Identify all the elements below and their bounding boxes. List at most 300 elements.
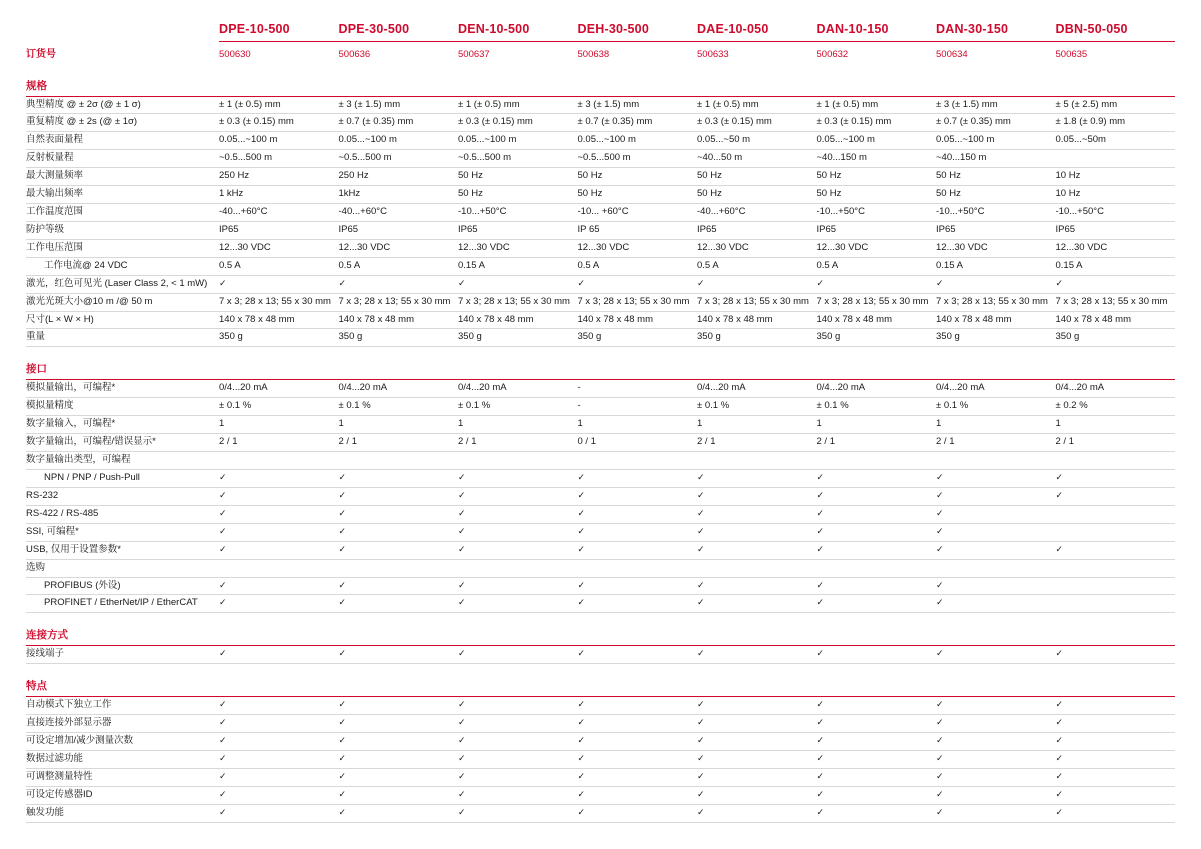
cell-6 xyxy=(936,487,1056,505)
table-row xyxy=(26,541,1175,559)
check-icon: ✓ xyxy=(697,735,705,746)
cell-7: 1 xyxy=(1056,416,1176,434)
check-icon: ✓ xyxy=(697,579,705,590)
check-icon: ✓ xyxy=(577,788,586,799)
check-icon: ✓ xyxy=(697,543,705,554)
cell-4: 12...30 VDC xyxy=(697,239,817,257)
cell-7: IP65 xyxy=(1056,221,1176,239)
check-icon: ✓ xyxy=(816,597,825,608)
cell-0: ~0.5...500 m xyxy=(219,150,339,168)
cell-5 xyxy=(817,452,937,470)
cell-1: 140 x 78 x 48 mm xyxy=(339,311,459,329)
check-icon: ✓ xyxy=(697,525,705,536)
cell-1: 0/4...20 mA xyxy=(339,380,459,398)
cell-3: - xyxy=(578,380,698,398)
cell-7: 7 x 3; 28 x 13; 55 x 30 mm xyxy=(1056,293,1176,311)
cell-2 xyxy=(458,487,578,505)
cell-3 xyxy=(578,559,698,577)
check-icon: ✓ xyxy=(936,489,944,500)
cell-5 xyxy=(817,595,937,613)
check-icon: ✓ xyxy=(338,806,347,817)
cell-7 xyxy=(1056,769,1176,787)
order-number-label: 订货号 xyxy=(26,48,56,60)
cell-7 xyxy=(1056,150,1176,168)
cell-2: 350 g xyxy=(458,329,578,347)
cell-7: -10...+50°C xyxy=(1056,204,1176,222)
table-row xyxy=(26,416,1175,434)
cell-0 xyxy=(219,751,339,769)
row-label: 数字量输出，可编程/错误显示* xyxy=(26,434,219,452)
cell-7: 0/4...20 mA xyxy=(1056,380,1176,398)
check-icon: ✓ xyxy=(577,472,586,483)
cell-1 xyxy=(339,452,459,470)
cell-2: 0.05...~100 m xyxy=(458,132,578,150)
cell-0: 12...30 VDC xyxy=(219,239,339,257)
row-label: 最大测量频率 xyxy=(26,168,219,186)
check-icon: ✓ xyxy=(577,699,586,710)
cell-3: ± 3 (± 1.5) mm xyxy=(578,96,698,114)
cell-6: ± 0.7 (± 0.35) mm xyxy=(936,114,1056,132)
cell-6: 2 / 1 xyxy=(936,434,1056,452)
check-icon: ✓ xyxy=(936,717,944,728)
table-row xyxy=(26,204,1175,222)
table-row xyxy=(26,186,1175,204)
cell-7 xyxy=(1056,577,1176,595)
cell-0 xyxy=(219,646,339,664)
check-icon: ✓ xyxy=(219,771,227,781)
check-icon: ✓ xyxy=(816,648,825,659)
cell-1 xyxy=(339,541,459,559)
cell-2: -10...+50°C xyxy=(458,204,578,222)
row-label: PROFIBUS (外设) xyxy=(26,577,219,595)
row-label: RS-232 xyxy=(26,487,219,505)
cell-0: 350 g xyxy=(219,329,339,347)
check-icon: ✓ xyxy=(577,771,586,781)
row-label: 防护等级 xyxy=(26,221,219,239)
check-icon: ✓ xyxy=(458,771,466,781)
cell-7: ± 5 (± 2.5) mm xyxy=(1056,96,1176,114)
cell-3: 350 g xyxy=(578,329,698,347)
check-icon: ✓ xyxy=(458,788,466,799)
table-header xyxy=(26,22,1175,42)
check-icon: ✓ xyxy=(1055,753,1064,764)
table-row xyxy=(26,275,1175,293)
cell-2 xyxy=(458,275,578,293)
cell-2 xyxy=(458,646,578,664)
cell-2: ± 0.3 (± 0.15) mm xyxy=(458,114,578,132)
cell-5: IP65 xyxy=(817,221,937,239)
check-icon: ✓ xyxy=(816,735,825,746)
cell-5: 50 Hz xyxy=(817,168,937,186)
check-icon: ✓ xyxy=(697,507,705,518)
check-icon: ✓ xyxy=(458,717,466,728)
check-icon: ✓ xyxy=(936,525,944,536)
check-icon: ✓ xyxy=(338,277,347,288)
cell-1 xyxy=(339,733,459,751)
cell-2 xyxy=(458,523,578,541)
table-row xyxy=(26,221,1175,239)
check-icon: ✓ xyxy=(936,597,944,608)
cell-3: 1 xyxy=(578,416,698,434)
cell-2 xyxy=(458,804,578,822)
check-icon: ✓ xyxy=(338,507,347,518)
model-name-2: DEN-10-500 xyxy=(458,22,578,42)
check-icon: ✓ xyxy=(1055,543,1064,554)
check-icon: ✓ xyxy=(219,489,227,500)
cell-3: 0 / 1 xyxy=(578,434,698,452)
cell-4 xyxy=(697,733,817,751)
check-icon: ✓ xyxy=(816,472,825,483)
table-row xyxy=(26,751,1175,769)
cell-0: 0.5 A xyxy=(219,257,339,275)
row-label: USB, 仅用于设置参数* xyxy=(26,541,219,559)
check-icon: ✓ xyxy=(338,788,347,799)
cell-5 xyxy=(817,470,937,488)
cell-7: ± 1.8 (± 0.9) mm xyxy=(1056,114,1176,132)
check-icon: ✓ xyxy=(219,648,227,659)
order-number-7: 500635 xyxy=(1055,48,1088,60)
cell-0 xyxy=(219,804,339,822)
cell-5 xyxy=(817,541,937,559)
cell-5: 7 x 3; 28 x 13; 55 x 30 mm xyxy=(817,293,937,311)
cell-6: 350 g xyxy=(936,329,1056,347)
cell-3: ± 0.7 (± 0.35) mm xyxy=(578,114,698,132)
cell-5: 12...30 VDC xyxy=(817,239,937,257)
cell-5: 1 xyxy=(817,416,937,434)
cell-5: ± 0.3 (± 0.15) mm xyxy=(817,114,937,132)
cell-0: 2 / 1 xyxy=(219,434,339,452)
model-name-0: DPE-10-500 xyxy=(219,22,339,42)
cell-4: 0/4...20 mA xyxy=(697,380,817,398)
section-title-row xyxy=(26,347,1175,380)
check-icon: ✓ xyxy=(458,277,466,288)
check-icon: ✓ xyxy=(219,788,227,799)
cell-0 xyxy=(219,595,339,613)
cell-1 xyxy=(339,769,459,787)
check-icon: ✓ xyxy=(219,735,227,746)
cell-3 xyxy=(578,786,698,804)
cell-3 xyxy=(578,646,698,664)
check-icon: ✓ xyxy=(577,489,586,500)
row-label: 数字量输出类型，可编程 xyxy=(26,452,219,470)
cell-0 xyxy=(219,505,339,523)
cell-6 xyxy=(936,595,1056,613)
cell-3: 0.05...~100 m xyxy=(578,132,698,150)
cell-4: ± 0.1 % xyxy=(697,398,817,416)
check-icon: ✓ xyxy=(936,735,944,746)
table-row xyxy=(26,769,1175,787)
check-icon: ✓ xyxy=(936,648,944,659)
cell-1 xyxy=(339,487,459,505)
cell-2: 2 / 1 xyxy=(458,434,578,452)
check-icon: ✓ xyxy=(1055,277,1064,288)
cell-4: 0.05...~50 m xyxy=(697,132,817,150)
table-row xyxy=(26,168,1175,186)
check-icon: ✓ xyxy=(458,543,466,554)
cell-4: ~40...50 m xyxy=(697,150,817,168)
check-icon: ✓ xyxy=(936,806,944,817)
cell-1: ± 3 (± 1.5) mm xyxy=(339,96,459,114)
cell-7: 10 Hz xyxy=(1056,186,1176,204)
cell-3 xyxy=(578,470,698,488)
cell-3 xyxy=(578,715,698,733)
cell-3: IP 65 xyxy=(578,221,698,239)
cell-5 xyxy=(817,505,937,523)
cell-1 xyxy=(339,505,459,523)
cell-6 xyxy=(936,505,1056,523)
check-icon: ✓ xyxy=(219,525,227,536)
cell-7 xyxy=(1056,733,1176,751)
cell-1: 2 / 1 xyxy=(339,434,459,452)
cell-4 xyxy=(697,275,817,293)
check-icon: ✓ xyxy=(219,507,227,518)
cell-6: IP65 xyxy=(936,221,1056,239)
check-icon: ✓ xyxy=(458,579,466,590)
cell-0: 1 xyxy=(219,416,339,434)
check-icon: ✓ xyxy=(697,597,705,608)
cell-4 xyxy=(697,595,817,613)
check-icon: ✓ xyxy=(816,753,825,764)
check-icon: ✓ xyxy=(219,753,227,764)
check-icon: ✓ xyxy=(577,806,586,817)
check-icon: ✓ xyxy=(219,597,227,608)
check-icon: ✓ xyxy=(1055,771,1064,781)
check-icon: ✓ xyxy=(697,771,705,781)
cell-0 xyxy=(219,715,339,733)
check-icon: ✓ xyxy=(338,648,347,659)
cell-4 xyxy=(697,541,817,559)
cell-0 xyxy=(219,487,339,505)
cell-7: 12...30 VDC xyxy=(1056,239,1176,257)
cell-4 xyxy=(697,505,817,523)
cell-1 xyxy=(339,786,459,804)
row-label: 可调整测量特性 xyxy=(26,769,219,787)
check-icon: ✓ xyxy=(1055,472,1064,483)
cell-4: IP65 xyxy=(697,221,817,239)
cell-0 xyxy=(219,697,339,715)
check-icon: ✓ xyxy=(219,699,227,710)
model-name-6: DAN-30-150 xyxy=(936,22,1056,42)
cell-2: 1 xyxy=(458,416,578,434)
cell-4: 0.5 A xyxy=(697,257,817,275)
check-icon: ✓ xyxy=(1055,489,1064,500)
row-label: 重量 xyxy=(26,329,219,347)
cell-3: 50 Hz xyxy=(578,168,698,186)
cell-2: 140 x 78 x 48 mm xyxy=(458,311,578,329)
cell-5 xyxy=(817,769,937,787)
row-label: 自然表面量程 xyxy=(26,132,219,150)
cell-3 xyxy=(578,804,698,822)
cell-1: ± 0.7 (± 0.35) mm xyxy=(339,114,459,132)
cell-1: 350 g xyxy=(339,329,459,347)
check-icon: ✓ xyxy=(458,735,466,746)
cell-4 xyxy=(697,470,817,488)
check-icon: ✓ xyxy=(936,472,944,483)
check-icon: ✓ xyxy=(816,771,825,781)
cell-5: 50 Hz xyxy=(817,186,937,204)
table-row xyxy=(26,311,1175,329)
check-icon: ✓ xyxy=(816,525,825,536)
cell-3 xyxy=(578,487,698,505)
table-row xyxy=(26,398,1175,416)
cell-6: 1 xyxy=(936,416,1056,434)
cell-6: 0.05...~100 m xyxy=(936,132,1056,150)
check-icon: ✓ xyxy=(219,277,227,288)
cell-5: 0.05...~100 m xyxy=(817,132,937,150)
cell-7 xyxy=(1056,541,1176,559)
cell-3 xyxy=(578,577,698,595)
cell-4 xyxy=(697,751,817,769)
cell-6: 7 x 3; 28 x 13; 55 x 30 mm xyxy=(936,293,1056,311)
row-label: 激光光斑大小@10 m /@ 50 m xyxy=(26,293,219,311)
section-title: 连接方式 xyxy=(26,613,1175,646)
check-icon: ✓ xyxy=(577,717,586,728)
cell-4 xyxy=(697,786,817,804)
row-label: 最大输出频率 xyxy=(26,186,219,204)
cell-6 xyxy=(936,452,1056,470)
cell-4 xyxy=(697,804,817,822)
cell-7: 0.05...~50m xyxy=(1056,132,1176,150)
cell-2 xyxy=(458,715,578,733)
cell-0 xyxy=(219,786,339,804)
check-icon: ✓ xyxy=(458,648,466,659)
row-label: PROFINET / EtherNet/IP / EtherCAT xyxy=(26,595,219,613)
check-icon: ✓ xyxy=(577,753,586,764)
model-name-1: DPE-30-500 xyxy=(339,22,459,42)
check-icon: ✓ xyxy=(219,717,227,728)
cell-7: 350 g xyxy=(1056,329,1176,347)
cell-6: 0/4...20 mA xyxy=(936,380,1056,398)
cell-4 xyxy=(697,769,817,787)
cell-6 xyxy=(936,470,1056,488)
check-icon: ✓ xyxy=(577,735,586,746)
cell-2 xyxy=(458,751,578,769)
cell-5: 0.5 A xyxy=(817,257,937,275)
cell-5: ± 1 (± 0.5) mm xyxy=(817,96,937,114)
table-row xyxy=(26,505,1175,523)
check-icon: ✓ xyxy=(936,771,944,781)
cell-7 xyxy=(1056,452,1176,470)
cell-7 xyxy=(1056,523,1176,541)
cell-6 xyxy=(936,577,1056,595)
model-name-4: DAE-10-050 xyxy=(697,22,817,42)
cell-0: ± 1 (± 0.5) mm xyxy=(219,96,339,114)
row-label: 模拟量输出，可编程* xyxy=(26,380,219,398)
cell-4 xyxy=(697,697,817,715)
check-icon: ✓ xyxy=(338,472,347,483)
cell-5 xyxy=(817,559,937,577)
cell-7 xyxy=(1056,697,1176,715)
cell-0: IP65 xyxy=(219,221,339,239)
table-row xyxy=(26,434,1175,452)
cell-7 xyxy=(1056,646,1176,664)
cell-1: 0.5 A xyxy=(339,257,459,275)
cell-0 xyxy=(219,559,339,577)
cell-5: 2 / 1 xyxy=(817,434,937,452)
order-number-2: 500637 xyxy=(458,48,490,60)
cell-7 xyxy=(1056,804,1176,822)
cell-2 xyxy=(458,733,578,751)
check-icon: ✓ xyxy=(697,753,705,764)
cell-6 xyxy=(936,804,1056,822)
cell-0 xyxy=(219,452,339,470)
section-title-row xyxy=(26,664,1175,697)
cell-1 xyxy=(339,523,459,541)
table-row xyxy=(26,452,1175,470)
row-label: 可设定传感器ID xyxy=(26,786,219,804)
cell-0: 0/4...20 mA xyxy=(219,380,339,398)
order-number-row xyxy=(26,42,1175,64)
section-title: 特点 xyxy=(26,664,1175,697)
cell-3: 12...30 VDC xyxy=(578,239,698,257)
row-label: 典型精度 @ ± 2σ (@ ± 1 σ) xyxy=(26,96,219,114)
cell-7: 140 x 78 x 48 mm xyxy=(1056,311,1176,329)
cell-2: ~0.5...500 m xyxy=(458,150,578,168)
check-icon: ✓ xyxy=(219,806,227,817)
cell-4 xyxy=(697,646,817,664)
cell-0: 0.05...~100 m xyxy=(219,132,339,150)
model-header-row xyxy=(26,22,1175,42)
cell-0 xyxy=(219,275,339,293)
table-row xyxy=(26,293,1175,311)
check-icon: ✓ xyxy=(816,543,825,554)
row-label: 直接连接外部显示器 xyxy=(26,715,219,733)
section-table xyxy=(26,64,1175,348)
row-label: 数字量输入，可编程* xyxy=(26,416,219,434)
cell-0: ± 0.1 % xyxy=(219,398,339,416)
check-icon: ✓ xyxy=(936,277,944,288)
check-icon: ✓ xyxy=(936,579,944,590)
cell-2: 0.15 A xyxy=(458,257,578,275)
cell-7: 0.15 A xyxy=(1056,257,1176,275)
check-icon: ✓ xyxy=(338,771,347,781)
check-icon: ✓ xyxy=(577,597,586,608)
cell-2 xyxy=(458,559,578,577)
cell-4: 1 xyxy=(697,416,817,434)
cell-2 xyxy=(458,505,578,523)
cell-5: 140 x 78 x 48 mm xyxy=(817,311,937,329)
cell-2: 50 Hz xyxy=(458,168,578,186)
cell-6: 50 Hz xyxy=(936,186,1056,204)
table-row xyxy=(26,577,1175,595)
check-icon: ✓ xyxy=(219,543,227,554)
row-label: 工作温度范围 xyxy=(26,204,219,222)
model-name-3: DEH-30-500 xyxy=(578,22,698,42)
cell-4: 2 / 1 xyxy=(697,434,817,452)
section-table xyxy=(26,613,1175,664)
check-icon: ✓ xyxy=(577,648,586,659)
cell-1 xyxy=(339,751,459,769)
cell-6 xyxy=(936,697,1056,715)
cell-5 xyxy=(817,697,937,715)
table-row xyxy=(26,380,1175,398)
check-icon: ✓ xyxy=(458,753,466,764)
cell-1 xyxy=(339,697,459,715)
cell-0: 140 x 78 x 48 mm xyxy=(219,311,339,329)
cell-4 xyxy=(697,487,817,505)
check-icon: ✓ xyxy=(1055,788,1064,799)
cell-2 xyxy=(458,595,578,613)
table-row xyxy=(26,715,1175,733)
check-icon: ✓ xyxy=(338,579,347,590)
cell-5 xyxy=(817,733,937,751)
row-label: 工作电流@ 24 VDC xyxy=(26,257,219,275)
cell-1: ± 0.1 % xyxy=(339,398,459,416)
order-number-3: 500638 xyxy=(577,48,610,60)
cell-5 xyxy=(817,577,937,595)
cell-5 xyxy=(817,786,937,804)
check-icon: ✓ xyxy=(577,579,586,590)
